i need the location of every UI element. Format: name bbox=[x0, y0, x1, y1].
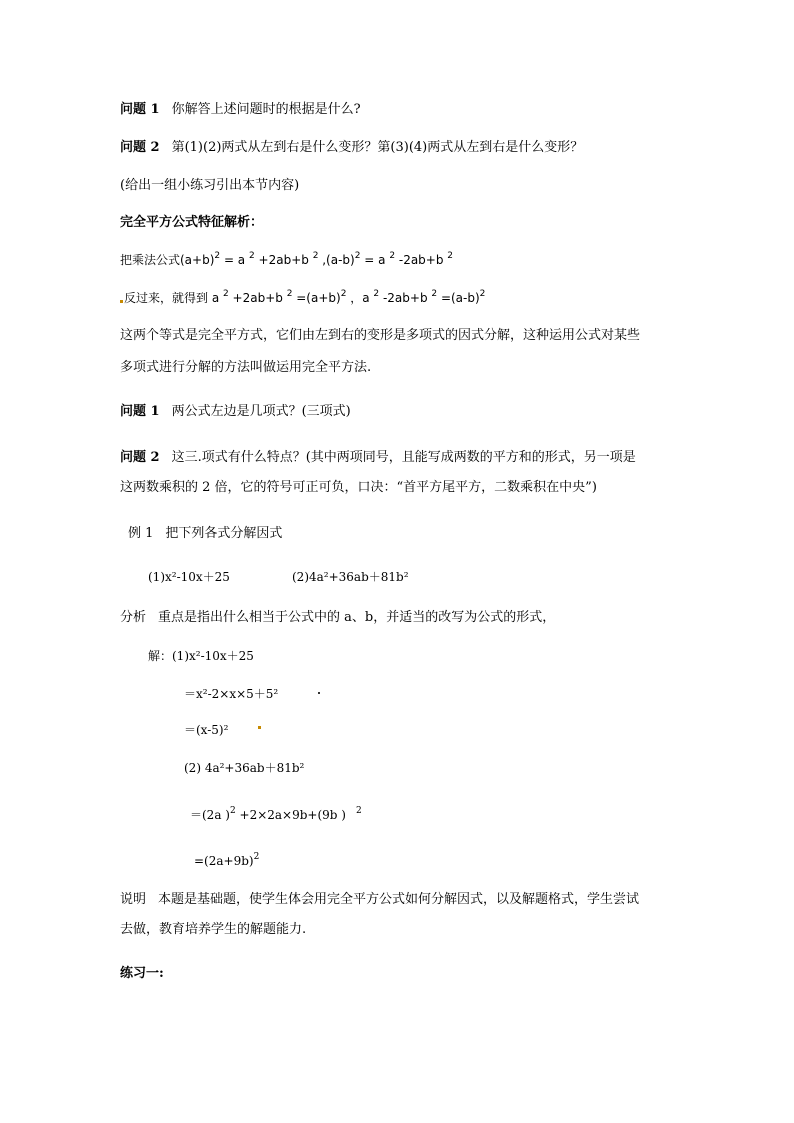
question-label: 问题 1 bbox=[120, 404, 160, 419]
question-text: 第(1)(2)两式从左到右是什么变形？第(3)(4)两式从左到右是什么变形？ bbox=[171, 140, 584, 155]
solution-step-4: (2) 4a²+36ab＋81b² bbox=[184, 761, 305, 775]
question-label: 问题 1 bbox=[120, 102, 160, 117]
note-text: 本题是基础题，使学生体会用完全平方公式如何分解因式，以及解题格式，学生尝试 bbox=[158, 892, 640, 907]
exercise-title: 练习一: bbox=[120, 966, 164, 981]
question-label: 问题 2 bbox=[120, 140, 160, 155]
small-mark bbox=[258, 726, 261, 729]
analysis-text: 重点是指出什么相当于公式中的 a、b，并适当的改写为公式的形式， bbox=[158, 610, 556, 625]
solution-step-3: ＝(x-5)² bbox=[184, 723, 229, 737]
question-label: 问题 2 bbox=[120, 450, 160, 465]
note-line-1 bbox=[120, 892, 639, 908]
example-item-2: (2)4a²+36ab＋81b² bbox=[292, 570, 409, 584]
example-text: 把下列各式分解因式 bbox=[165, 526, 283, 541]
formula-line: 把乘法公式$(a+b)^2 = a$ $^2$ +2ab+b $^2$ $,(a-b)^2 = a$ $^2$ -2ab+b $^2$ bbox=[120, 251, 454, 267]
analysis-line bbox=[120, 610, 555, 626]
example-item-1: (1)x²-10x＋25 bbox=[148, 570, 230, 584]
paragraph-line-1: 这两个等式是完全平方式，它们由左到右的变形是多项式的因式分解，这种运用公式对某些 bbox=[120, 328, 641, 343]
question-1-mid bbox=[120, 404, 351, 420]
analysis-label: 分析 bbox=[120, 610, 147, 625]
solution-step-2: ＝x²-2×x×5＋5² bbox=[184, 687, 279, 701]
example-heading bbox=[128, 526, 282, 542]
note-line-2: 去做，教育培养学生的解题能力. bbox=[120, 922, 307, 937]
question-text: 这三.项式有什么特点？(其中两项同号，且能写成两数的平方和的形式，另一项是 bbox=[171, 450, 636, 465]
question-1-top bbox=[120, 102, 361, 118]
paragraph-line-2: 多项式进行分解的方法叫做运用完全平方法. bbox=[120, 360, 372, 375]
solution-step-1: 解：(1)x²-10x＋25 bbox=[148, 649, 254, 663]
hint-text: (给出一组小练习引出本节内容) bbox=[120, 178, 300, 193]
note-label: 说明 bbox=[120, 892, 147, 907]
solution-step-5: ＝(2a )$^2$ +2×2a×9b+(9b ) $^2$ bbox=[190, 806, 362, 822]
example-label: 例 1 bbox=[128, 526, 154, 541]
question-text: 两公式左边是几项式？(三项式) bbox=[171, 404, 351, 419]
question-2-mid bbox=[120, 450, 636, 466]
question-text: 你解答上述问题时的根据是什么? bbox=[171, 102, 361, 117]
solution-step-6: $=(2a+9b)^2$ bbox=[194, 852, 260, 868]
reverse-line: 反过来，就得到 a $^2$ +2ab+b $^2 =(a+b)^2$ ，a $^2$ -2ab+b $^2 =(a-b)^2$ bbox=[124, 289, 486, 305]
small-mark bbox=[120, 300, 123, 303]
question-2-top bbox=[120, 140, 583, 156]
stray-dot bbox=[318, 692, 320, 694]
section-title: 完全平方公式特征解析： bbox=[120, 215, 264, 230]
question-2-mid-line-2: 这两数乘积的 2 倍，它的符号可正可负，口决：“首平方尾平方，二数乘积在中央”) bbox=[120, 480, 597, 495]
